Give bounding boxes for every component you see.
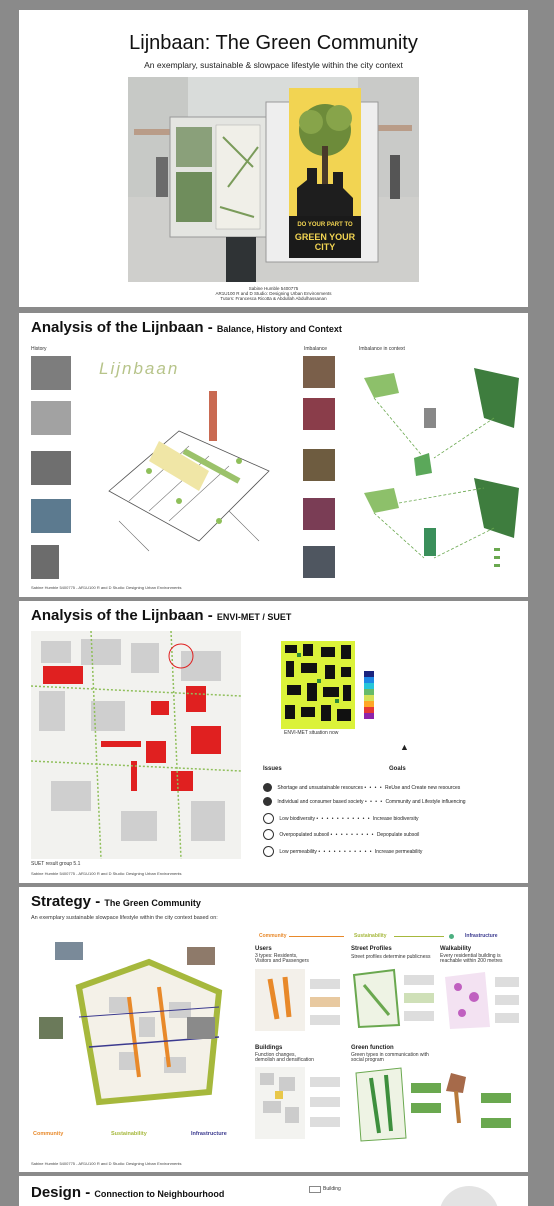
history-photo-1 xyxy=(31,356,71,390)
analysis-envimet-slide xyxy=(19,601,528,883)
issue-text: Shortage and unsustainable resources xyxy=(277,784,364,791)
label-sustainability: Sustainability xyxy=(111,1131,147,1137)
credit-tutors: Tutors: Francesca Ricotta & Abdullah Abdulhassanan xyxy=(220,296,327,301)
strategy-intro: An exemplary sustainable slowpace lifestyle within the city context based on: xyxy=(31,915,218,921)
users-title: Users xyxy=(255,946,272,952)
analysis-balance-slide xyxy=(19,313,528,597)
goal-text: ReUse and Create new resources xyxy=(384,784,461,791)
imbalance-render-3 xyxy=(303,449,335,481)
heading-main: Analysis of the Lijnbaan xyxy=(31,607,204,624)
design-slide xyxy=(19,1176,528,1206)
pie-preview xyxy=(439,1186,499,1206)
issue-row-3: Low biodiversity • • • • • • • • • • • Increase biodiversity xyxy=(263,813,418,824)
envimet-legend xyxy=(364,671,374,721)
heading-dash: - xyxy=(85,1184,91,1201)
legend-infrastructure: Infrastructure xyxy=(465,933,498,939)
koopgoot-photo xyxy=(187,1017,215,1039)
imbalance-render-4 xyxy=(303,498,335,530)
users-map xyxy=(255,969,345,1031)
slide-heading xyxy=(31,893,201,910)
people-icon xyxy=(263,797,272,806)
issue-text: Overpopulated subsoil xyxy=(279,831,330,838)
issues-title: Issues xyxy=(263,766,282,772)
history-photo-5 xyxy=(31,545,59,579)
central-station-photo xyxy=(55,942,83,960)
history-label: History xyxy=(31,346,47,352)
suet-result-map xyxy=(31,631,241,859)
heading-sub: Connection to Neighbourhood xyxy=(94,1189,225,1199)
heading-sub: ENVI-MET / SUET xyxy=(216,612,292,622)
goals-title: Goals xyxy=(389,766,406,772)
goal-text: Community and Lifestyle influencing xyxy=(385,798,466,805)
legend-bar xyxy=(259,933,517,941)
credit-course: AR1U100 R and D Studio: Designing Urban Environments xyxy=(215,291,332,296)
slide-heading xyxy=(31,607,291,624)
green-your-city-poster xyxy=(289,88,361,258)
street-photo xyxy=(128,77,419,282)
slide-heading xyxy=(31,319,342,336)
heading-dash: - xyxy=(95,893,101,910)
issue-row-4: Overpopulated subsoil • • • • • • • • • Depopulate subsoil xyxy=(263,829,419,840)
street-text: Street profiles determine publicness xyxy=(351,954,431,960)
buildings-title: Buildings xyxy=(255,1045,283,1051)
lijnbaan-axonometric-sketch xyxy=(89,351,289,571)
street-title: Street Profiles xyxy=(351,946,392,952)
envimet-caption: ENVI-MET situation now xyxy=(284,730,339,736)
walk-title: Walkability xyxy=(440,946,472,952)
weena-photo xyxy=(39,1017,63,1039)
legend-building-label: Building xyxy=(323,1186,341,1192)
imbalance-render-2 xyxy=(303,398,335,430)
suet-caption: SUET result group 5.1 xyxy=(31,861,81,867)
heading-main: Strategy xyxy=(31,893,92,910)
imbalance-context-label: Imbalance in context xyxy=(359,346,405,352)
goal-text: Depopulate subsoil xyxy=(376,831,420,838)
biodiversity-icon xyxy=(263,813,274,824)
issue-row-1: Shortage and unsustainable resources • • • • ReUse and Create new resources xyxy=(263,783,460,792)
heading-main: Analysis of the Lijnbaan xyxy=(31,319,204,336)
slide-footer: Sabine Humble 5400775 - AR1U100 R and D Studio: Designing Urban Environments xyxy=(31,585,182,590)
envimet-map xyxy=(281,641,355,729)
walkability-map xyxy=(440,967,522,1033)
city-hall-photo xyxy=(187,947,215,965)
green-text: Green types in communication with social program xyxy=(351,1052,429,1063)
strategy-slide xyxy=(19,887,528,1172)
resource-icon xyxy=(263,783,272,792)
north-arrow-icon: ▲ xyxy=(400,742,409,752)
history-photo-4 xyxy=(31,499,71,533)
permeability-icon xyxy=(263,846,274,857)
green-function-map xyxy=(351,1063,521,1143)
goal-text: Increase biodiversity xyxy=(372,815,419,822)
heading-sub: Balance, History and Context xyxy=(216,324,342,334)
project-subtitle: An exemplary, sustainable & slowpace lifestyle within the city context xyxy=(144,60,403,70)
legend-building-swatch xyxy=(309,1186,321,1193)
sketch-title: Lijnbaan xyxy=(99,359,180,378)
legend-community: Community xyxy=(259,933,287,939)
imbalance-label: Imbalance xyxy=(304,346,328,352)
slide-heading xyxy=(31,1184,224,1201)
goal-text: Increase permeability xyxy=(374,848,423,855)
history-photo-2 xyxy=(31,401,71,435)
credit-name: Sabine Humble 5400775 xyxy=(248,286,299,291)
slide-footer: Sabine Humble 5400775 - AR1U100 R and D Studio: Designing Urban Environments xyxy=(31,871,182,876)
label-community: Community xyxy=(33,1131,64,1137)
label-infrastructure: Infrastructure xyxy=(191,1131,227,1137)
imbalance-render-1 xyxy=(303,356,335,388)
heading-dash: - xyxy=(207,319,213,336)
buildings-text: Function changes, demolish and densification xyxy=(255,1052,314,1063)
street-profiles-map xyxy=(349,965,439,1031)
subsoil-icon xyxy=(263,829,274,840)
walk-text: Every residential building is reachable within 200 metres xyxy=(440,953,503,964)
heading-main: Design xyxy=(31,1184,82,1201)
issue-text: Low permeability xyxy=(279,848,317,855)
imbalance-context-diagram xyxy=(354,358,524,588)
issue-text: Low biodiversity xyxy=(279,815,315,822)
users-text: 3 types: Residents, Visitors and Passengers xyxy=(255,953,309,964)
poster-line-2: GREEN YOUR CITY xyxy=(294,232,356,252)
title-slide xyxy=(19,10,528,307)
credits xyxy=(19,286,528,301)
legend-sustainability: Sustainability xyxy=(354,933,387,939)
imbalance-render-5 xyxy=(303,546,335,578)
buildings-map xyxy=(255,1067,345,1139)
heading-dash: - xyxy=(207,607,213,624)
poster-line-1: DO YOUR PART TO xyxy=(297,222,353,228)
issue-text: Individual and consumer based society xyxy=(277,798,364,805)
project-title: Lijnbaan: The Green Community xyxy=(129,32,418,54)
history-photo-3 xyxy=(31,451,71,485)
issue-row-5: Low permeability • • • • • • • • • • • Increase permeability xyxy=(263,846,422,857)
heading-sub: The Green Community xyxy=(104,898,201,908)
slide-footer: Sabine Humble 5400775 - AR1U100 R and D Studio: Designing Urban Environments xyxy=(31,1161,182,1166)
green-title: Green function xyxy=(351,1045,394,1051)
issue-row-2: Individual and consumer based society • • • • Community and Lifestyle influencing xyxy=(263,797,466,806)
